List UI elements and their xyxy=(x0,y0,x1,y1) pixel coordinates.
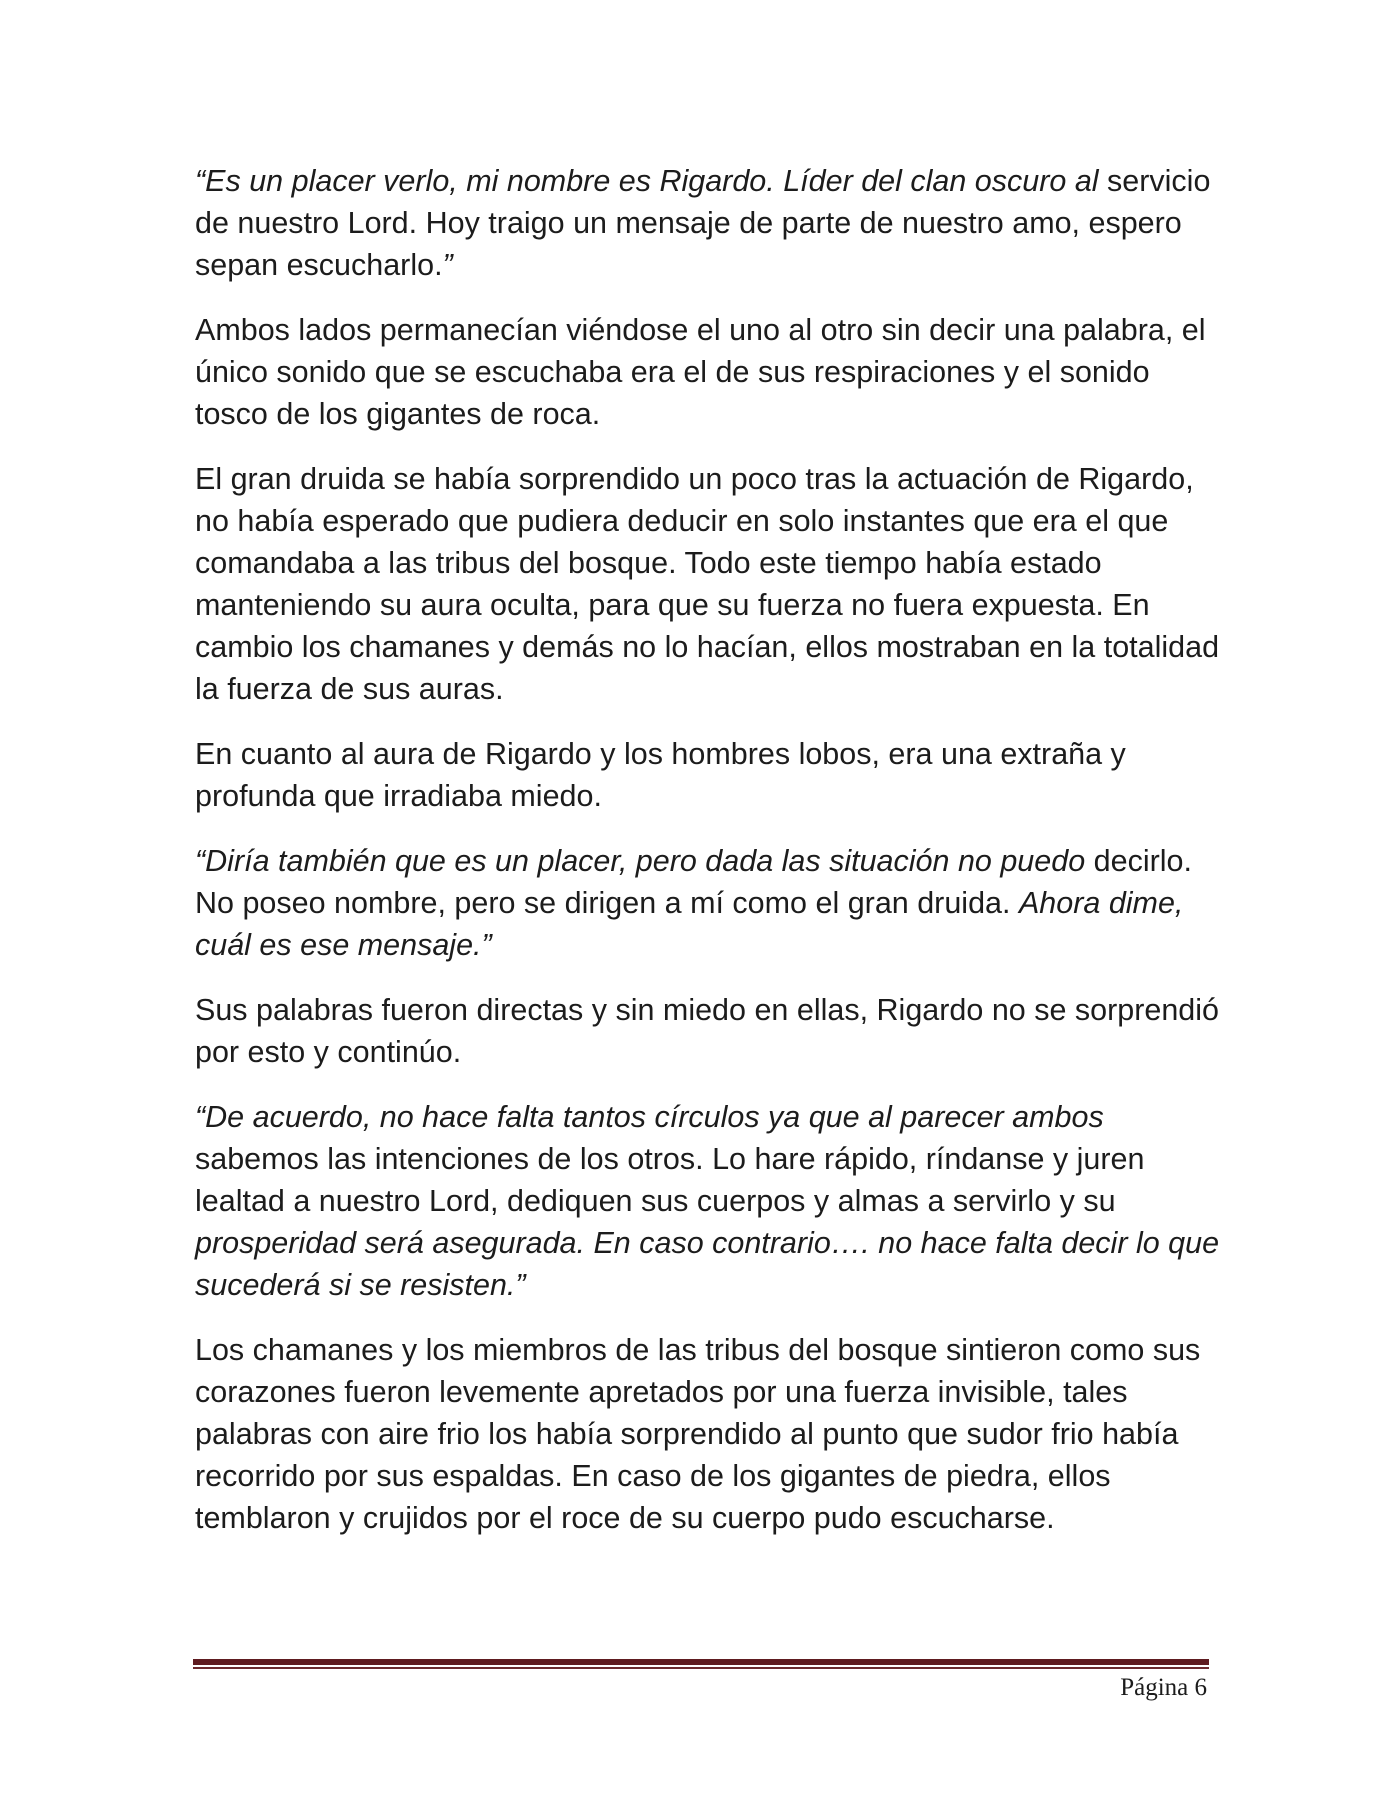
footer-divider-thin xyxy=(193,1667,1209,1669)
paragraph xyxy=(195,733,1225,817)
dialogue-text: Ahora dime, cuál es ese mensaje.” xyxy=(195,886,1184,962)
dialogue-text: prosperidad será asegurada. En caso contrario…. no hace falta decir lo que sucederá si se resisten.” xyxy=(195,1226,1220,1302)
narration-text: En cuanto al aura de Rigardo y los hombres lobos, era una extraña y profunda que irradiaba miedo. xyxy=(195,737,1126,813)
dialogue-text: ” xyxy=(442,248,453,282)
body-text xyxy=(195,160,1225,1562)
narration-text: Los chamanes y los miembros de las tribus del bosque sintieron como sus corazones fueron levemente apretados por una fuerza invisible, tales palabras con aire frio los había sorprendido al punto que sudor frio había recorrido por sus espaldas. En caso de los gigantes de piedra, ellos temblaron y crujidos por el roce de su cuerpo pudo escucharse. xyxy=(195,1333,1201,1535)
narration-text: decirlo. No poseo nombre, pero se dirigen a mí como el gran druida. xyxy=(195,844,1192,920)
paragraph xyxy=(195,1096,1225,1306)
paragraph xyxy=(195,840,1225,966)
dialogue-text: “Es un placer verlo, mi nombre es Rigardo. Líder del clan oscuro al xyxy=(195,164,1099,198)
narration-text: Sus palabras fueron directas y sin miedo en ellas, Rigardo no se sorprendió por esto y continúo. xyxy=(195,993,1220,1069)
page-number: Página 6 xyxy=(1120,1674,1207,1701)
narration-text: El gran druida se había sorprendido un poco tras la actuación de Rigardo, no había esperado que pudiera deducir en solo instantes que era el que comandaba a las tribus del bosque. Todo este tiempo había estado manteniendo su aura oculta, para que su fuerza no fuera expuesta. En cambio los chamanes y demás no lo hacían, ellos mostraban en la totalidad la fuerza de sus auras. xyxy=(195,462,1220,706)
narration-text: Ambos lados permanecían viéndose el uno al otro sin decir una palabra, el único sonido que se escuchaba era el de sus respiraciones y el sonido tosco de los gigantes de roca. xyxy=(195,313,1206,431)
paragraph xyxy=(195,309,1225,435)
footer-divider xyxy=(193,1659,1209,1669)
dialogue-text: “De acuerdo, no hace falta tantos círculos ya que al parecer ambos xyxy=(195,1100,1104,1134)
dialogue-text: “Diría también que es un placer, pero dada las situación no puedo xyxy=(195,844,1086,878)
narration-text: servicio de nuestro Lord. Hoy traigo un mensaje de parte de nuestro amo, espero sepan escucharlo. xyxy=(195,164,1211,282)
narration-text: sabemos las intenciones de los otros. Lo hare rápido, ríndanse y juren lealtad a nuestro Lord, dediquen sus cuerpos y almas a servirlo y su xyxy=(195,1142,1145,1218)
paragraph xyxy=(195,458,1225,710)
paragraph xyxy=(195,1329,1225,1539)
paragraph xyxy=(195,989,1225,1073)
paragraph xyxy=(195,160,1225,286)
